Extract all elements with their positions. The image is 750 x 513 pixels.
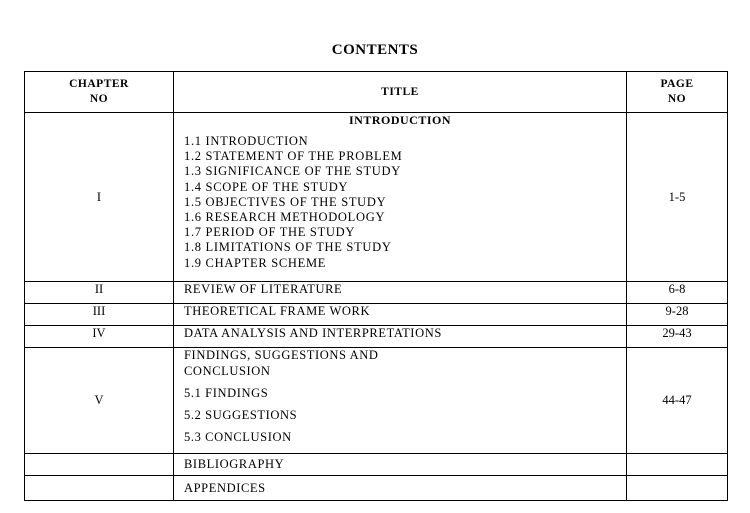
header-chapter-no: CHAPTER NO — [25, 72, 174, 113]
table-header-row — [25, 72, 728, 113]
table-row-chapter-3 — [25, 304, 728, 326]
chapter-title-cell — [174, 113, 627, 282]
list-item: 1.5 OBJECTIVES OF THE STUDY — [184, 194, 387, 209]
chapter-title: REVIEW OF LITERATURE — [174, 282, 627, 304]
chapter-title: THEORETICAL FRAME WORK — [174, 304, 627, 326]
chapter-title-cell — [174, 348, 627, 454]
empty-cell — [627, 454, 728, 476]
page-range: 6-8 — [627, 282, 728, 304]
list-item: 1.3 SIGNIFICANCE OF THE STUDY — [184, 164, 401, 179]
chapter-number: II — [25, 282, 174, 304]
list-item: 5.1 FINDINGS — [184, 386, 269, 400]
section-list — [184, 134, 626, 271]
page-title: CONTENTS — [331, 42, 419, 58]
table-row-appendices — [25, 476, 728, 501]
list-item: 1.4 SCOPE OF THE STUDY — [184, 179, 349, 194]
appendices-title: APPENDICES — [174, 476, 627, 501]
header-page-no: PAGE NO — [627, 72, 728, 113]
empty-cell — [25, 454, 174, 476]
empty-cell — [627, 476, 728, 501]
list-item: 5.3 CONCLUSION — [184, 430, 292, 444]
contents-table — [24, 71, 728, 501]
page-range: 44-47 — [627, 348, 728, 454]
bibliography-title: BIBLIOGRAPHY — [174, 454, 627, 476]
table-row-chapter-4 — [25, 326, 728, 348]
page-range: 1-5 — [627, 113, 728, 282]
table-row-chapter-1 — [25, 113, 728, 282]
chapter-number: IV — [25, 326, 174, 348]
table-row-chapter-5 — [25, 348, 728, 454]
chapter-number: III — [25, 304, 174, 326]
list-item: 1.7 PERIOD OF THE STUDY — [184, 225, 356, 240]
table-row-chapter-2 — [25, 282, 728, 304]
page-range: 9-28 — [627, 304, 728, 326]
chapter-title: DATA ANALYSIS AND INTERPRETATIONS — [174, 326, 627, 348]
chapter-title: FINDINGS, SUGGESTIONS AND CONCLUSION — [184, 348, 379, 378]
list-item: 1.1 INTRODUCTION — [184, 134, 309, 148]
header-title: TITLE — [174, 72, 627, 113]
empty-cell — [25, 476, 174, 501]
page-range: 29-43 — [627, 326, 728, 348]
list-item: 1.8 LIMITATIONS OF THE STUDY — [184, 240, 392, 255]
chapter-heading: INTRODUCTION — [348, 113, 451, 127]
table-row-bibliography — [25, 454, 728, 476]
list-item: 5.2 SUGGESTIONS — [184, 408, 298, 422]
list-item: 1.6 RESEARCH METHODOLOGY — [184, 210, 386, 225]
chapter-number: I — [25, 113, 174, 282]
chapter-number: V — [25, 348, 174, 454]
list-item: 1.9 CHAPTER SCHEME — [184, 255, 327, 270]
list-item: 1.2 STATEMENT OF THE PROBLEM — [184, 149, 403, 164]
